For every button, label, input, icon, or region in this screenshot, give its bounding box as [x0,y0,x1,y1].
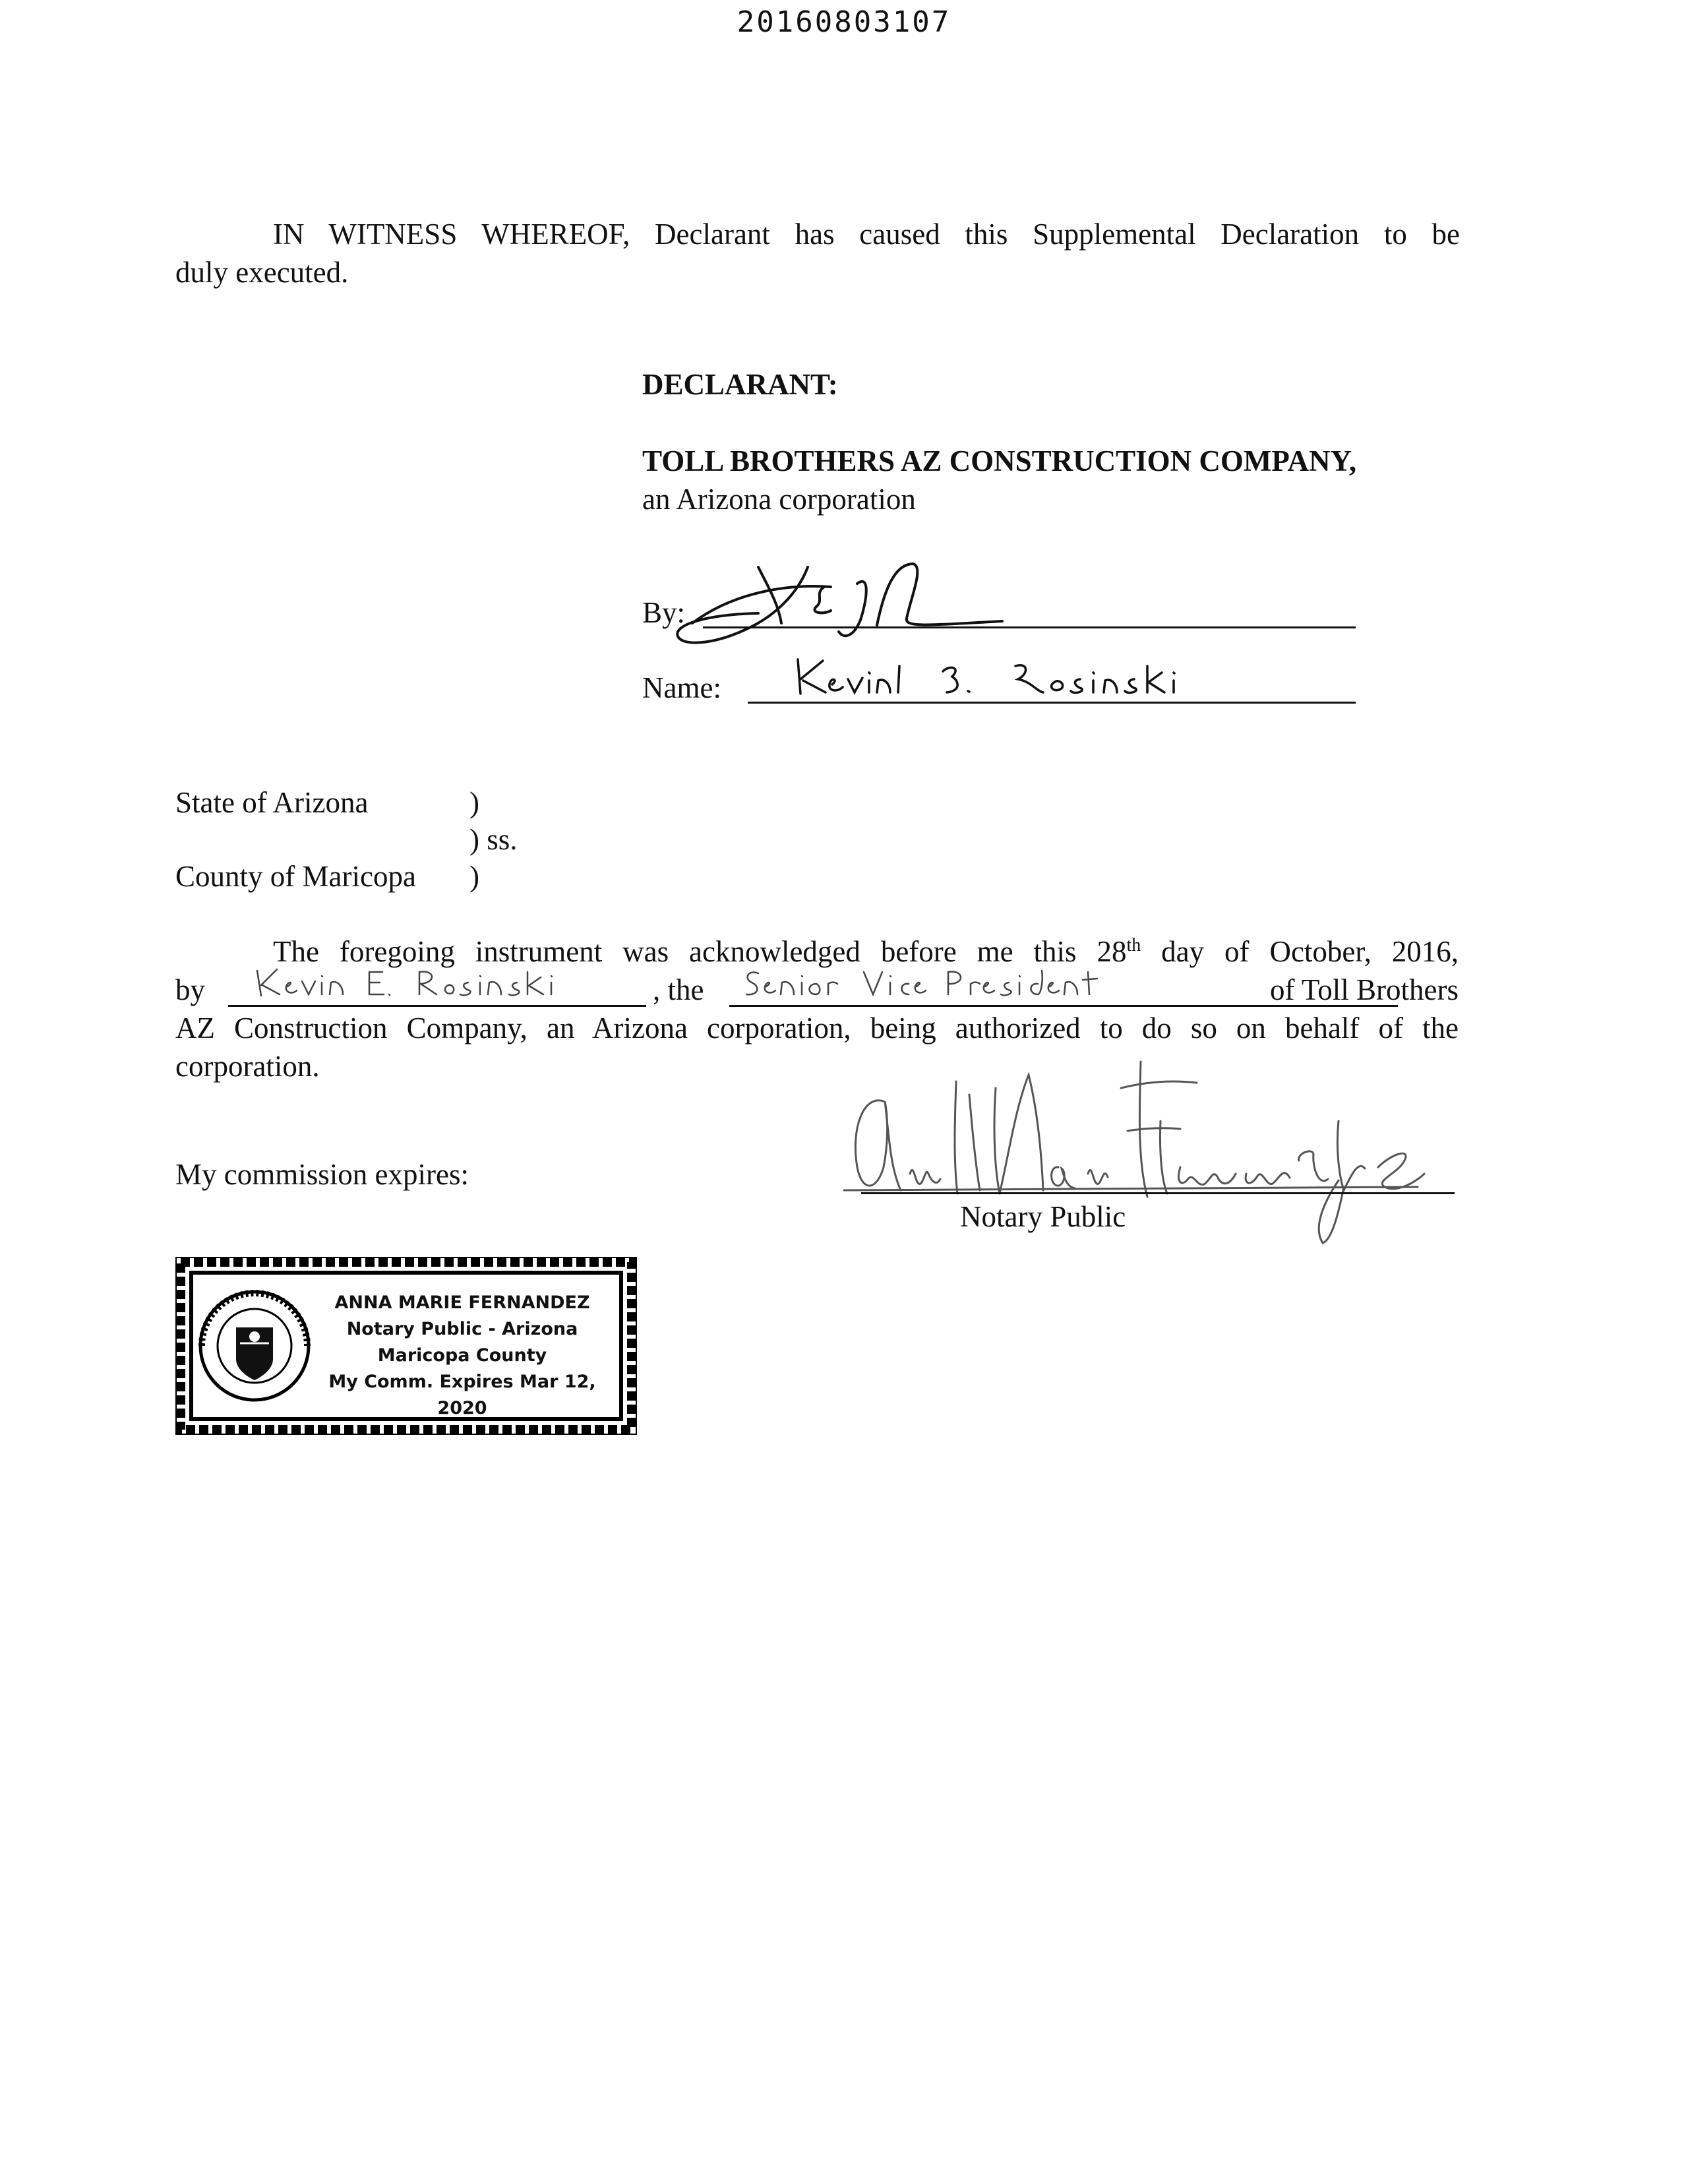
stamp-county: Maricopa County [377,1345,547,1366]
notary-stamp [175,1257,637,1435]
company-type: an Arizona corporation [642,483,916,516]
of-toll-brothers: of Toll Brothers [1270,973,1459,1006]
commission-expires-label: My commission expires: [175,1158,469,1191]
stamp-expiration: My Comm. Expires Mar 12, 2020 [328,1372,596,1418]
ordinal-suffix: th [1126,935,1141,956]
declarant-heading: DECLARANT: [642,368,838,401]
stamp-notary-title: Notary Public - Arizona [346,1319,578,1339]
venue-paren: ) [469,786,479,819]
handwritten-title-image [738,964,1108,1004]
notary-signature-image [837,1055,1431,1246]
comma-the: , the [653,973,704,1006]
name-label: Name: [642,671,721,704]
signer-name-line [228,1005,646,1007]
handwritten-name-image [791,653,1213,706]
ss-label: ) ss. [469,823,518,856]
by-word: by [175,973,205,1006]
acknowledgment-line-4: corporation. [175,1050,320,1083]
witness-clause-line-1: IN WITNESS WHEREOF, Declarant has caused this Supplemental Declaration to be [273,218,1460,251]
notary-public-label: Notary Public [960,1200,1126,1233]
handwritten-signer-name-image [251,964,593,1004]
state-seal-icon [195,1287,314,1405]
venue-paren: ) [469,860,479,893]
company-name: TOLL BROTHERS AZ CONSTRUCTION COMPANY, [642,444,1357,477]
declarant-signature-image [666,547,1035,666]
notary-signature-line [861,1192,1455,1194]
county-label: County of Maricopa [175,860,416,893]
ack-text-prefix: The foregoing instrument was acknowledged before me this 28 [273,935,1127,968]
witness-clause-line-2: duly executed. [175,256,349,289]
acknowledgment-line-3: AZ Construction Company, an Arizona corporation, being authorized to do so on behalf of the [175,1012,1459,1045]
by-label: By: [642,596,686,629]
state-label: State of Arizona [175,786,369,819]
stamp-notary-name: ANNA MARIE FERNANDEZ [334,1292,590,1313]
recording-number: 20160803107 [737,5,951,39]
ack-text-suffix: day of October, 2016, [1141,935,1459,968]
